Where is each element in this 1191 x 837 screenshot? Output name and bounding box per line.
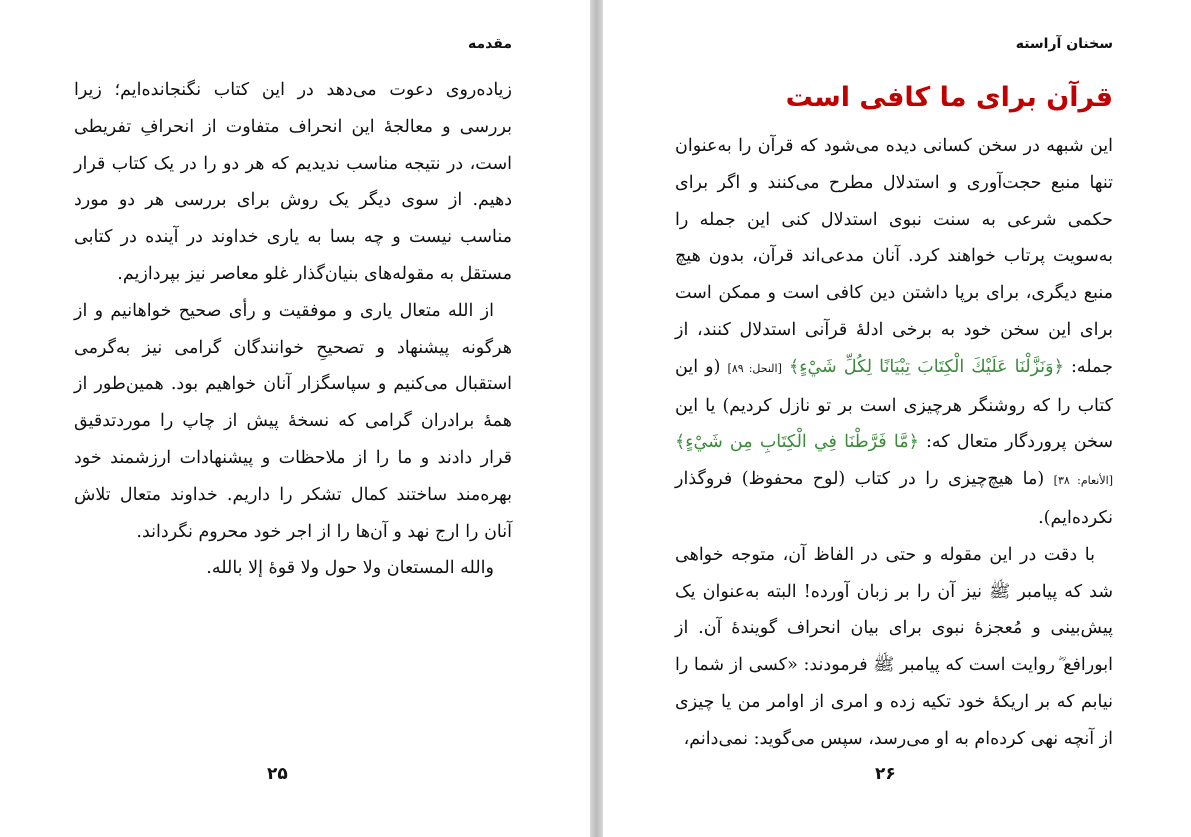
running-head: سخنان آراسته [1015,36,1113,52]
paragraph: با دقت در این مقوله و حتی در الفاظ آن، متوجه خواهی شد که پیامبر ﷺ نیز آن را بر زبان آورده! البته به‌عنوان یک پیش‌بینی و مُعجزۀ نبوی برای بیان انحراف گویندۀ آن. از ابورافع ؓ روایت است که پیامبر ﷺ فرمودند: «کسی از شما را نیابم که بر اریکۀ خود تکیه زده و امری از اوامر من یا چیزی از آنچه نهی کرده‌ام به او می‌رسد، سپس می‌گوید: نمی‌دانم، [675,544,1113,749]
page-body [675,128,1113,758]
page-body [74,72,512,587]
book-spine [590,0,603,837]
paragraph [675,128,1113,537]
paragraph: از الله متعال یاری و موفقیت و رأی صحیح خواهانیم و از هرگونه پیشنهاد و تصحیحِ خوانندگان گرامی نیز به‌گرمی استقبال می‌کنیم و سپاسگزار آنان خواهیم بود. همین‌طور از همۀ برادران گرامی که نسخۀ پیش از چاپ را موردتدقیق قرار دادند و ما را از ملاحظات و پیشنهادات ارزشمند خود بهره‌مند ساختند کمال تشکر را داریم. خداوند متعال تلاش آنان را ارج نهد و آن‌ها را از اجر خود محروم نگرداند. [74,300,512,542]
paragraph: زیاده‌روی دعوت می‌دهد در این کتاب نگنجانده‌ایم؛ زیرا بررسی و معالجۀ این انحراف متفاوت از انحرافِ تفریطی است، در نتیجه مناسب ندیدیم که هر دو را در یک کتاب قرار دهیم. از سوی دیگر یک روش برای بررسی هر دو مورد مناسب نیست و چه بسا به یاری خداوند در آینده در کتابی مستقل به مقوله‌های بنیان‌گذار غلو معاصر نیز بپردازیم. [74,80,512,284]
right-page [603,0,1191,837]
text-run: این شبهه در سخن کسانی دیده می‌شود که قرآن را به‌عنوان تنها منبع حجت‌آوری و استدلال مطرح می‌کنند و اگر برای حکمی شرعی به سنت نبوی استدلال کنی این جمله را به‌سویت پرتاب خواهند کرد. آنان مدعی‌اند قرآن، بدون هیچ منبع دیگری، برای برپا داشتن دین کافی است و ممکن است برای این سخن خود به برخی ادلۀ قرآنی استدلال کنند، از جمله: [675,136,1113,377]
quran-verse: ﴿مَّا فَرَّطْنَا فِي الْكِتَابِ مِن شَيْءٍ﴾ [675,432,919,453]
text-run: (و این کتاب را که روشنگر هرچیزی است بر تو نازل کردیم) یا این سخن پروردگار متعال که: [675,356,1113,453]
verse-reference: [النحل: ۸۹] [727,361,782,375]
closing-phrase: والله المستعان ولا حول ولا قوۀ إلا بالله. [206,558,494,579]
verse-reference: [الأنعام: ۳۸] [1053,474,1113,488]
left-page [0,0,590,837]
running-head: مقدمه [468,36,512,52]
chapter-title: قرآن برای ما کافی است [785,82,1113,113]
quran-verse: ﴿وَنَزَّلْنَا عَلَيْكَ الْكِتَابَ تِبْيَانًا لِكُلِّ شَيْءٍ﴾ [788,356,1064,377]
text-run: (ما هیچ‌چیزی را در کتاب (لوح محفوظ) فروگذار نکرده‌ایم). [675,469,1113,528]
page-number: ۲۶ [875,764,896,784]
page-number: ۲۵ [267,764,288,784]
